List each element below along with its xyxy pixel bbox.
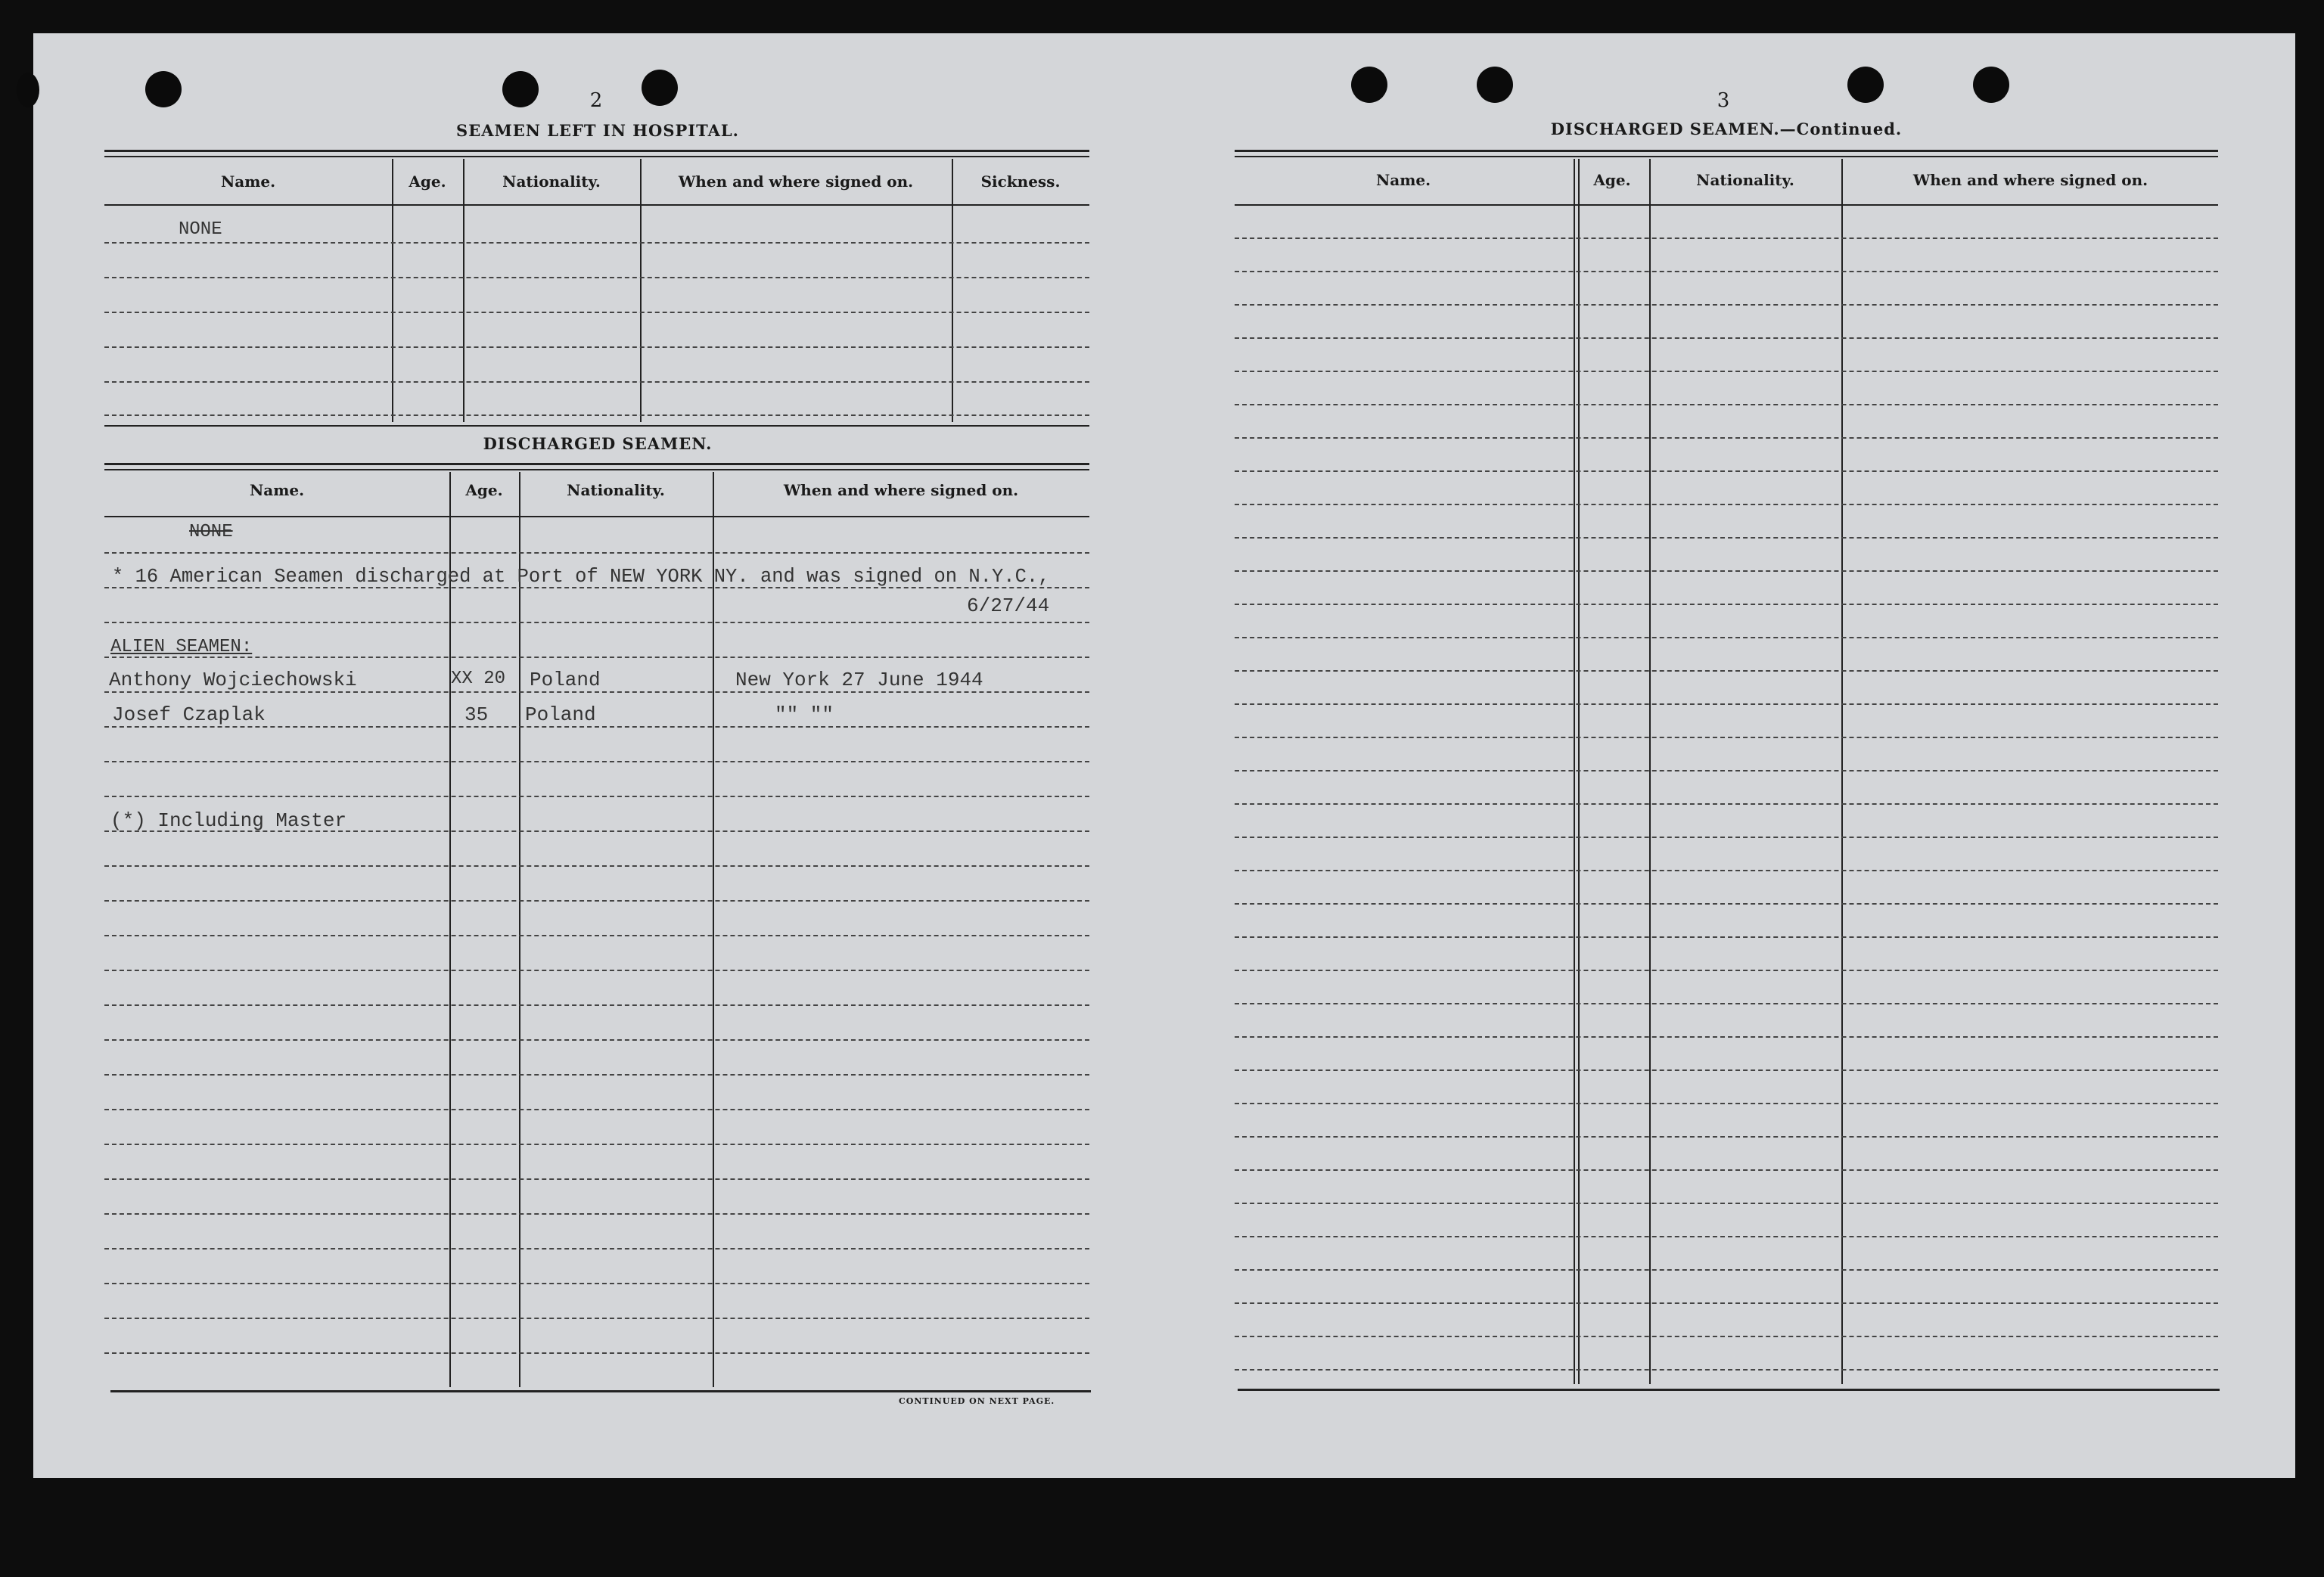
header-rule — [104, 516, 1089, 517]
punch-hole — [502, 71, 539, 107]
punch-hole — [642, 70, 678, 106]
continued-note: CONTINUED ON NEXT PAGE. — [899, 1396, 1055, 1406]
seaman-name: Anthony Wojciechowski — [109, 669, 357, 691]
entry-line — [1235, 770, 2218, 771]
entry-line — [104, 970, 1089, 971]
entry-line — [104, 414, 1089, 416]
column-divider — [1841, 159, 1843, 1384]
column-header-sickness: Sickness. — [980, 172, 1061, 191]
punch-hole — [1351, 67, 1387, 103]
rule — [104, 463, 1089, 465]
entry-line — [1235, 1103, 2218, 1104]
entry-line — [1235, 1136, 2218, 1138]
entry-line — [1235, 337, 2218, 339]
column-header-signed-on: When and where signed on. — [1912, 171, 2148, 189]
entry-line — [104, 1109, 1089, 1110]
column-header-signed-on: When and where signed on. — [678, 172, 914, 191]
entry-line — [104, 1074, 1089, 1076]
entry-line — [104, 312, 1089, 313]
entry-line — [1235, 604, 2218, 605]
rule — [1235, 156, 2218, 157]
entry-line — [104, 242, 1089, 244]
entry-line — [104, 1318, 1089, 1319]
alien-heading: ALIEN SEAMEN: — [110, 637, 253, 657]
column-header-age: Age. — [409, 172, 446, 191]
column-header-age: Age. — [1593, 171, 1631, 189]
entry-line — [104, 865, 1089, 867]
discharged-continued-title: DISCHARGED SEAMEN.—Continued. — [1550, 120, 1903, 138]
punch-hole — [1847, 67, 1884, 103]
entry-line — [1235, 837, 2218, 838]
punch-hole — [145, 71, 182, 107]
column-header-nationality: Nationality. — [502, 172, 601, 191]
entry-line — [104, 761, 1089, 762]
seaman-signed-on: "" "" — [775, 703, 834, 726]
entry-line — [1235, 1003, 2218, 1004]
entry-line — [1235, 570, 2218, 572]
entry-line — [1235, 1169, 2218, 1171]
entry-line — [104, 1213, 1089, 1215]
column-header-age: Age. — [465, 481, 503, 499]
column-header-name: Name. — [220, 172, 276, 191]
entry-line — [104, 1178, 1089, 1180]
entry-line — [1235, 271, 2218, 272]
entry-line — [1235, 237, 2218, 239]
struck-entry: NONE — [189, 522, 233, 542]
entry-line — [104, 622, 1089, 623]
entry-line — [1235, 437, 2218, 439]
header-rule — [1235, 204, 2218, 206]
punch-hole — [17, 73, 39, 107]
entry-line — [104, 900, 1089, 902]
column-header-signed-on: When and where signed on. — [783, 481, 1019, 499]
entry-line — [1235, 903, 2218, 905]
rule — [104, 469, 1089, 470]
entry-line — [104, 277, 1089, 278]
entry-line — [1235, 1203, 2218, 1204]
entry-line — [104, 1283, 1089, 1284]
entry-line — [1235, 1269, 2218, 1271]
entry-line — [1235, 470, 2218, 472]
column-divider — [1574, 159, 1575, 1384]
entry-line — [1235, 304, 2218, 306]
entry-line — [104, 657, 1089, 658]
document-sheet — [33, 33, 2295, 1478]
seaman-nationality: Poland — [525, 703, 596, 726]
column-divider — [519, 472, 520, 1387]
column-divider — [1578, 159, 1580, 1384]
column-header-nationality: Nationality. — [1696, 171, 1794, 189]
entry-line — [1235, 1336, 2218, 1337]
entry-line — [1235, 936, 2218, 938]
entry-line — [1235, 1069, 2218, 1071]
footnote: (*) Including Master — [110, 809, 347, 832]
rule — [110, 1390, 1091, 1392]
entry-line — [1235, 737, 2218, 738]
entry-line — [1235, 670, 2218, 672]
column-divider — [713, 472, 714, 1387]
rule — [104, 156, 1089, 157]
column-divider — [449, 472, 451, 1387]
entry-line — [1235, 1236, 2218, 1237]
entry-line — [104, 381, 1089, 383]
header-rule — [104, 204, 1089, 206]
rule — [104, 425, 1089, 427]
entry-line — [104, 726, 1089, 728]
seaman-age: XX 20 — [451, 669, 506, 689]
entry-line — [104, 796, 1089, 797]
rule — [104, 150, 1089, 152]
entry-line — [104, 346, 1089, 348]
page-number: 2 — [589, 89, 603, 112]
entry-line — [1235, 1036, 2218, 1038]
hospital-entry: NONE — [179, 219, 222, 240]
discharge-note-date: 6/27/44 — [967, 594, 1050, 617]
column-header-name: Name. — [1375, 171, 1431, 189]
discharged-section-title: DISCHARGED SEAMEN. — [483, 434, 713, 453]
entry-line — [104, 1352, 1089, 1354]
entry-line — [1235, 637, 2218, 638]
entry-line — [1235, 1302, 2218, 1304]
hospital-section-title: SEAMEN LEFT IN HOSPITAL. — [456, 121, 739, 140]
entry-line — [1235, 537, 2218, 539]
rule — [1235, 150, 2218, 152]
entry-line — [1235, 371, 2218, 372]
entry-line — [1235, 404, 2218, 405]
seaman-age: 35 — [464, 703, 489, 726]
punch-hole — [1477, 67, 1513, 103]
entry-line — [104, 1144, 1089, 1145]
entry-line — [1235, 703, 2218, 705]
discharge-note: * 16 American Seamen discharged at Port of NEW YORK NY. and was signed on N.Y.C., — [112, 566, 1050, 588]
seaman-nationality: Poland — [530, 669, 601, 691]
entry-line — [1235, 803, 2218, 805]
punch-hole — [1973, 67, 2009, 103]
entry-line — [1235, 504, 2218, 505]
column-header-nationality: Nationality. — [567, 481, 665, 499]
entry-line — [104, 1004, 1089, 1006]
column-divider — [1649, 159, 1651, 1384]
seaman-signed-on: New York 27 June 1944 — [735, 669, 983, 691]
entry-line — [104, 935, 1089, 936]
entry-line — [1235, 1369, 2218, 1371]
entry-line — [104, 691, 1089, 693]
page-number: 3 — [1717, 89, 1730, 112]
entry-line — [104, 1248, 1089, 1249]
entry-line — [1235, 970, 2218, 971]
entry-line — [104, 552, 1089, 554]
entry-line — [1235, 870, 2218, 871]
rule — [1238, 1389, 2220, 1391]
seaman-name: Josef Czaplak — [112, 703, 266, 726]
entry-line — [104, 1039, 1089, 1041]
column-header-name: Name. — [249, 481, 305, 499]
